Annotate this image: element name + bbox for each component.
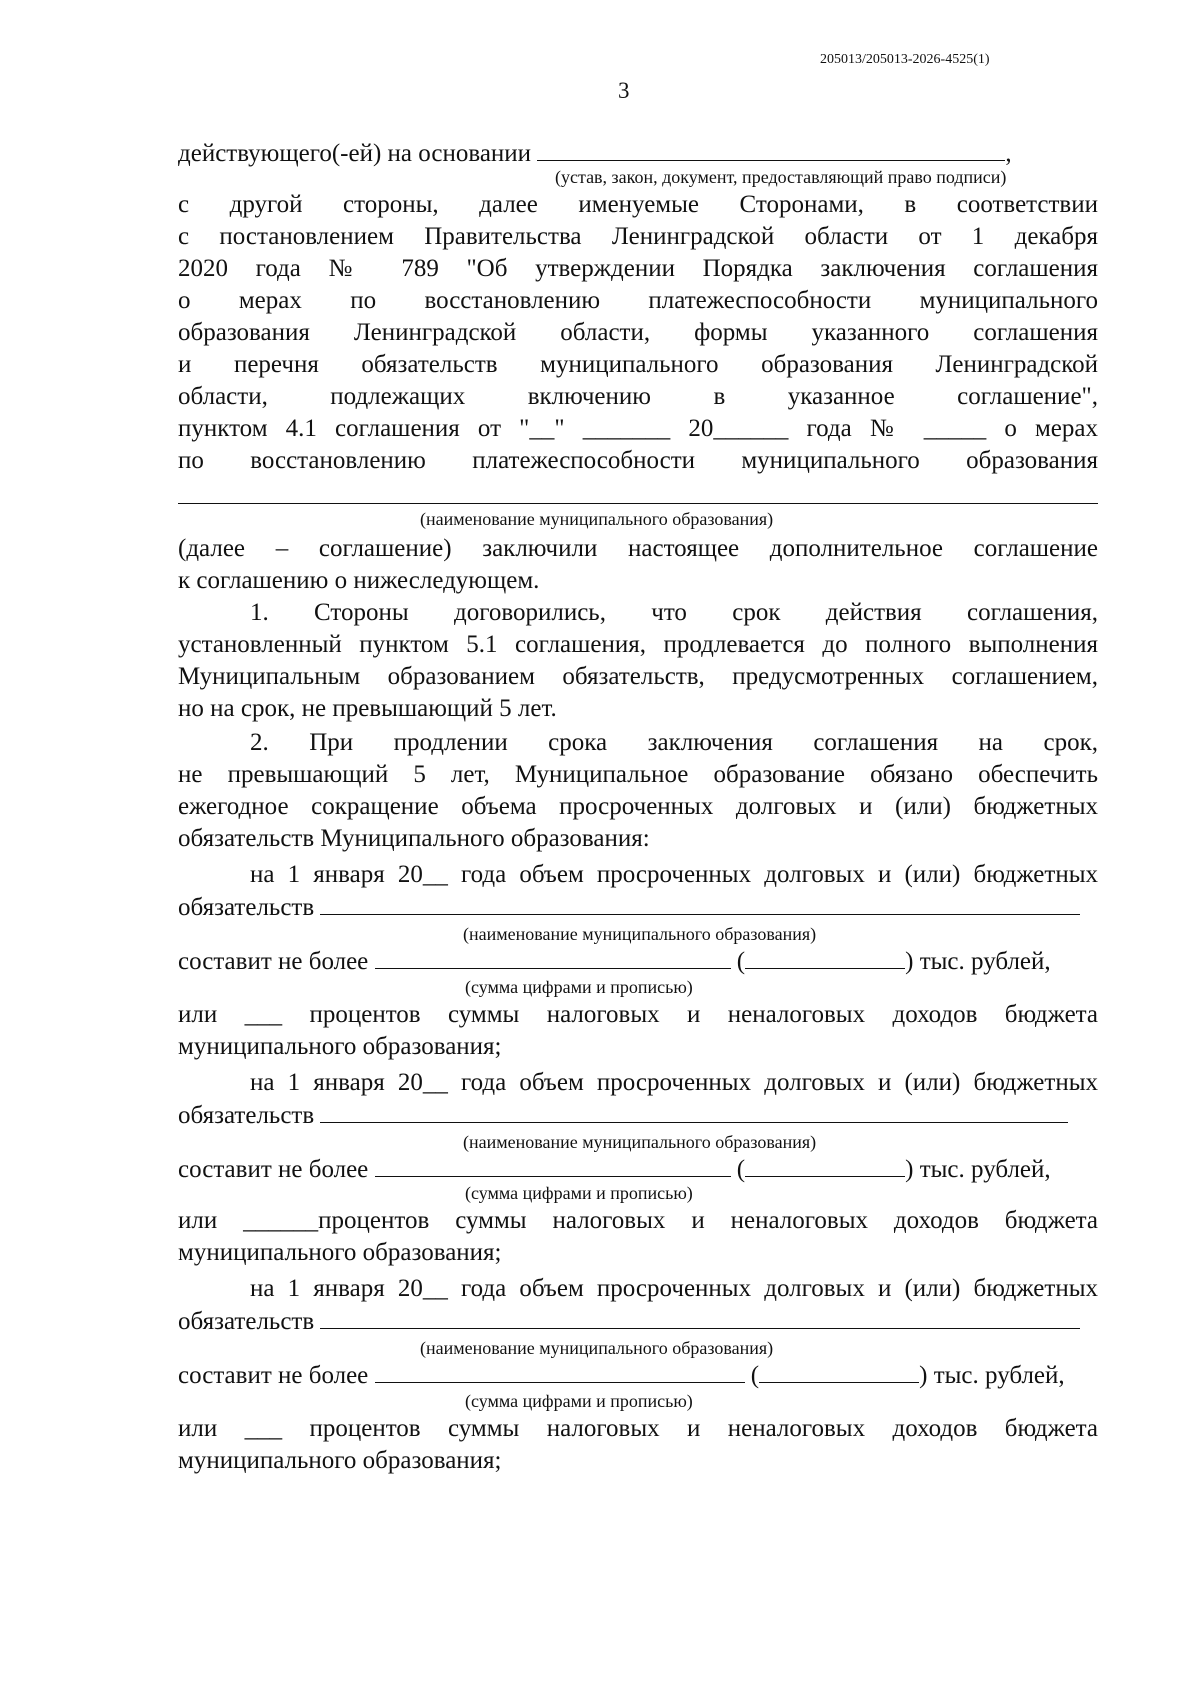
oblig-line [178, 892, 1098, 923]
amount-line: составит не более ( ) тыс. рублей, [178, 1362, 1065, 1389]
p2-line: обязательств Муниципального образования: [178, 825, 650, 852]
p1-line: Муниципальным образованием обязательств, предусмотренных соглашением, [178, 663, 1098, 690]
amount-prefix: составит не более [178, 948, 369, 975]
intro-line: образования Ленинградской области, формы указанного соглашения [178, 319, 1098, 346]
amount-words-blank [759, 1360, 919, 1383]
p1-line: 1. Стороны договорились, что срок действия соглашения, [250, 599, 1098, 626]
mo-name-blank [178, 503, 1098, 504]
mo-caption: (наименование муниципального образования) [420, 1338, 774, 1358]
amount-line: составит не более ( ) тыс. рублей, [178, 1156, 1051, 1183]
mo-caption: (наименование муниципального образования) [463, 924, 817, 944]
block-line: на 1 января 20__ года объем просроченных долговых и (или) бюджетных [250, 1275, 1098, 1302]
intro-line: по восстановлению платежеспособности муниципального образования [178, 447, 1098, 474]
intro-line: пунктом 4.1 соглашения от "__" _______ 20______ года № _____ о мерах [178, 415, 1098, 442]
oblig-label: обязательств [178, 1308, 315, 1335]
block-line: на 1 января 20__ года объем просроченных долговых и (или) бюджетных [250, 1069, 1098, 1096]
basis-suffix: , [1005, 140, 1012, 167]
mo-caption: (наименование муниципального образования) [463, 1132, 817, 1152]
oblig-blank [320, 892, 1080, 915]
pct-line: или ______процентов суммы налоговых и неналоговых доходов бюджета [178, 1207, 1098, 1234]
amount-suffix: тыс. рублей, [919, 948, 1051, 975]
basis-caption: (устав, закон, документ, предоставляющий право подписи) [555, 167, 1007, 187]
document-id: 205013/205013-2026-4525(1) [820, 52, 990, 67]
oblig-label: обязательств [178, 894, 315, 921]
after-line: (далее – соглашение) заключили настоящее дополнительное соглашение [178, 535, 1098, 562]
amount-suffix: тыс. рублей, [933, 1362, 1065, 1389]
sum-caption: (сумма цифрами и прописью) [465, 1183, 693, 1203]
block-line: на 1 января 20__ года объем просроченных долговых и (или) бюджетных [250, 861, 1098, 888]
p1-line: но на срок, не превышающий 5 лет. [178, 695, 557, 722]
amount-words-blank [745, 1154, 905, 1177]
p2-line: 2. При продлении срока заключения соглашения на срок, [250, 729, 1098, 756]
intro-line: области, подлежащих включению в указанное соглашение", [178, 383, 1098, 410]
amount-blank [375, 946, 731, 969]
basis-line [178, 138, 1098, 169]
oblig-label: обязательств [178, 1102, 315, 1129]
amount-prefix: составит не более [178, 1156, 369, 1183]
after-line: к соглашению о нижеследующем. [178, 567, 540, 594]
p2-line: ежегодное сокращение объема просроченных долговых и (или) бюджетных [178, 793, 1098, 820]
amount-line: составит не более ( ) тыс. рублей, [178, 948, 1051, 975]
oblig-line [178, 1100, 1098, 1131]
intro-line: с постановлением Правительства Ленинградской области от 1 декабря [178, 223, 1098, 250]
amount-blank [375, 1154, 731, 1177]
end-line: муниципального образования; [178, 1447, 502, 1474]
basis-blank [537, 138, 1005, 161]
oblig-blank [320, 1100, 1068, 1123]
p2-line: не превышающий 5 лет, Муниципальное образование обязано обеспечить [178, 761, 1098, 788]
pct-line: или ___ процентов суммы налоговых и неналоговых доходов бюджета [178, 1415, 1098, 1442]
amount-suffix: тыс. рублей, [919, 1156, 1051, 1183]
intro-line: с другой стороны, далее именуемые Сторонами, в соответствии [178, 191, 1098, 218]
end-line: муниципального образования; [178, 1033, 502, 1060]
amount-prefix: составит не более [178, 1362, 369, 1389]
amount-blank [375, 1360, 745, 1383]
intro-line: 2020 года № 789 "Об утверждении Порядка заключения соглашения [178, 255, 1098, 282]
intro-line: и перечня обязательств муниципального образования Ленинградской [178, 351, 1098, 378]
oblig-blank [320, 1306, 1080, 1329]
pct-line: или ___ процентов суммы налоговых и неналоговых доходов бюджета [178, 1001, 1098, 1028]
mo-caption: (наименование муниципального образования) [420, 509, 774, 529]
end-line: муниципального образования; [178, 1239, 502, 1266]
intro-line: о мерах по восстановлению платежеспособности муниципального [178, 287, 1098, 314]
basis-prefix: действующего(-ей) на основании [178, 140, 532, 167]
sum-caption: (сумма цифрами и прописью) [465, 1391, 693, 1411]
p1-line: установленный пунктом 5.1 соглашения, продлевается до полного выполнения [178, 631, 1098, 658]
page-number: 3 [618, 78, 630, 103]
oblig-line [178, 1306, 1098, 1337]
sum-caption: (сумма цифрами и прописью) [465, 977, 693, 997]
amount-words-blank [745, 946, 905, 969]
